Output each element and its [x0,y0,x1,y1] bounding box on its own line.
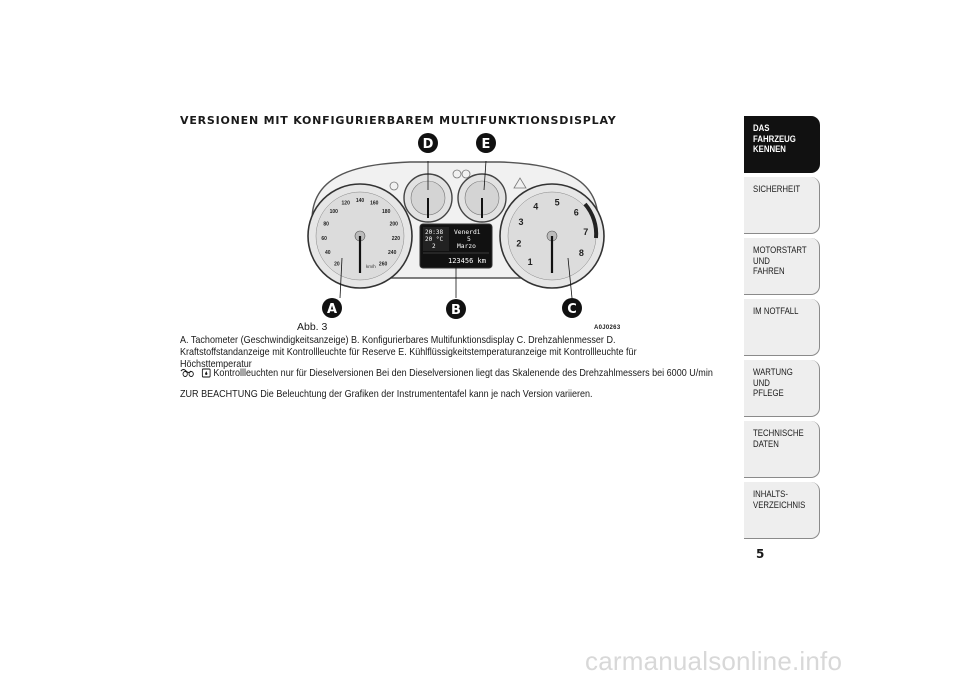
svg-text:E: E [481,137,491,152]
display-odometer: 123456 km [448,257,486,265]
svg-text:B: B [451,303,461,318]
speedometer-unit: km/h [366,264,376,269]
tachometer-tick-label: 7 [583,226,589,237]
speedometer-tick-label: 220 [391,235,401,242]
display-gear: 2 [432,243,436,250]
watermark: carmanualsonline.info [585,646,843,676]
instrument-cluster-figure [290,128,620,333]
display-month: Marzo [457,243,476,250]
tachometer-tick-label: 6 [573,207,579,218]
sidebar-item-technische-daten[interactable]: TECHNISCHE DATEN [744,421,820,478]
speedometer-tick-label: 40 [325,249,331,256]
display-temp: 20 °C [425,236,444,243]
speedometer-tick-label: 260 [378,261,388,268]
figure-caption: A. Tachometer (Geschwindigkeitsanzeige) B. Konfigurierbares Multifunktionsdisplay C. Drehzahlenmesser D. Kraftstoffstandanzeige mit Kontrollleuchte für Reserve E. Kühlflüssigkeitstemperaturanzeige mit Kontrollleuchte für Höchsttemperatur [180,334,637,370]
tachometer-tick-label: 5 [554,197,560,208]
sidebar-item-inhaltsverzeichnis[interactable]: INHALTS- VERZEICHNIS [744,482,820,539]
display-day: 5 [467,236,471,243]
speedometer-tick-label: 200 [389,221,398,228]
speedometer-tick-label: 60 [321,235,327,242]
tachometer-tick-label: 1 [527,257,533,268]
speedometer-tick-label: 100 [329,209,338,215]
sidebar-item-im-notfall[interactable]: IM NOTFALL [744,299,820,356]
svg-text:A: A [326,302,338,317]
sidebar-item-wartung-und-pflege[interactable]: WARTUNG UND PFLEGE [744,360,820,417]
figure-code: A0J0263 [594,325,621,331]
tachometer-tick-label: 2 [516,238,522,249]
section-heading: VERSIONEN MIT KONFIGURIERBAREM MULTIFUNKTIONSDISPLAY [180,114,617,127]
speedometer-tick-label: 160 [370,200,379,207]
note-text: ZUR BEACHTUNG Die Beleuchtung der Grafiken der Instrumententafel kann je nach Version variieren. [180,388,593,400]
chapter-sidebar [744,116,820,543]
speedometer-tick-label: 240 [388,249,397,256]
diesel-warning-text: Kontrollleuchten nur für Dieselversionen Bei den Dieselversionen liegt das Skalenende des Drehzahlmessers bei 6000 U/min [213,367,713,379]
svg-text:C: C [567,302,577,317]
svg-text:D: D [422,137,434,152]
callout-d [418,133,438,153]
glow-plug-icon [180,368,199,378]
sidebar-item-das-fahrzeug-kennen[interactable]: DAS FAHRZEUG KENNEN [744,116,820,173]
display-time: 20:38 [425,229,444,236]
callout-a [322,298,342,318]
diesel-warning-line [180,367,713,379]
water-in-fuel-icon [201,368,210,378]
page-number: 5 [756,547,765,561]
sidebar-item-motorstart-und-fahren[interactable]: MOTORSTART UND FAHREN [744,238,820,295]
sidebar-item-sicherheit[interactable]: SICHERHEIT [744,177,820,234]
figure-label: Abb. 3 [297,321,328,333]
display-weekday: Venerdì [454,229,481,236]
callout-e [476,133,496,153]
speedometer-tick-label: 140 [355,197,365,204]
tachometer-tick-label: 8 [578,248,584,259]
speedometer-tick-label: 80 [323,221,329,228]
speedometer-tick-label: 180 [382,209,391,215]
speedometer-tick-label: 120 [341,200,350,207]
speedometer-tick-label: 20 [334,261,340,268]
callout-b [446,299,466,319]
tachometer-tick-label: 3 [518,217,524,228]
tachometer-tick-label: 4 [533,201,539,212]
callout-c [562,298,582,318]
